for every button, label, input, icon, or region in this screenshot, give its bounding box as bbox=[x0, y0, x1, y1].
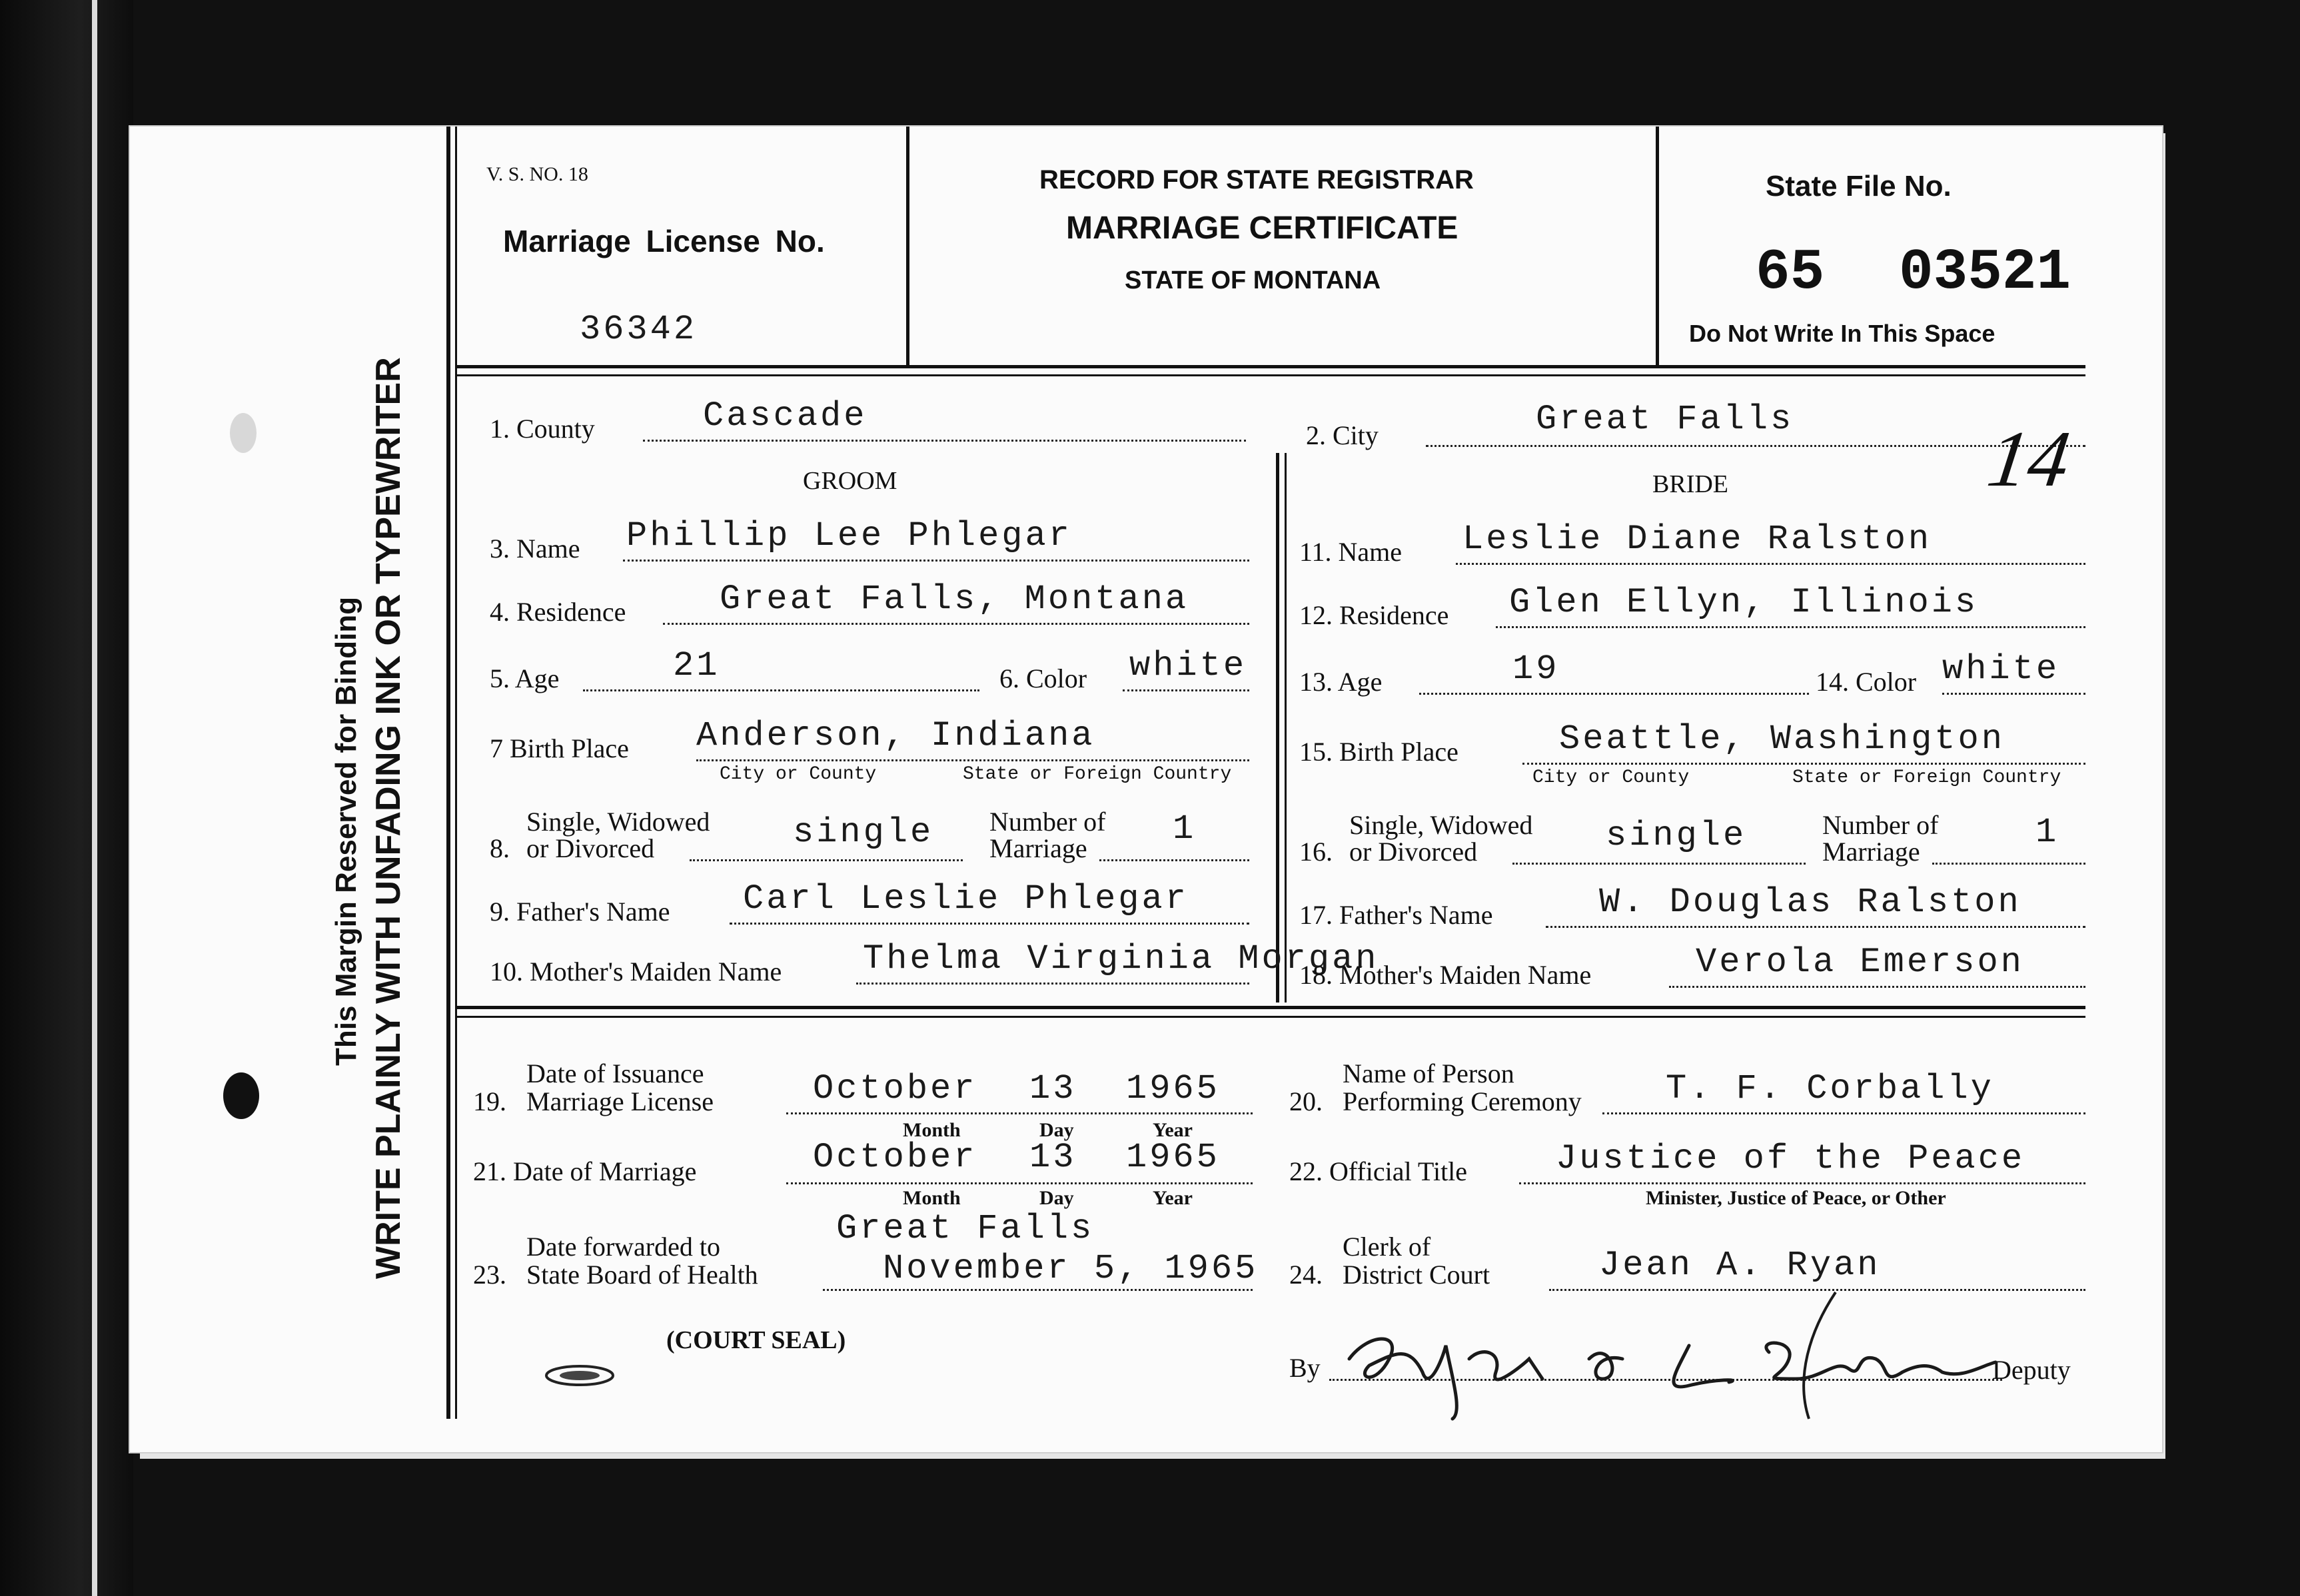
city-value: Great Falls bbox=[1536, 400, 1794, 439]
forwarded-label-1: Date forwarded to bbox=[526, 1232, 720, 1262]
issuance-label-2: Marriage License bbox=[526, 1086, 714, 1116]
header-rule bbox=[456, 365, 2085, 368]
groom-bride-divider bbox=[1276, 453, 1279, 1002]
bride-status-num: 16. bbox=[1299, 837, 1333, 867]
groom-marriage-no-label-2: Marriage bbox=[989, 833, 1087, 863]
forwarded-num: 23. bbox=[473, 1260, 506, 1290]
film-edge-line bbox=[92, 0, 97, 1596]
header-divider-2 bbox=[1656, 127, 1659, 366]
groom-color-label: 6. Color bbox=[999, 663, 1087, 693]
bride-marriage-no-label-1: Number of bbox=[1822, 810, 1939, 840]
clerk-label-2: District Court bbox=[1343, 1260, 1490, 1290]
bride-residence-label: 12. Residence bbox=[1299, 600, 1449, 630]
groom-color-line bbox=[1123, 689, 1249, 691]
official-title-sub: Minister, Justice of Peace, or Other bbox=[1646, 1187, 1946, 1209]
bride-status: single bbox=[1606, 816, 1747, 855]
bride-birth-state-sub: State or Foreign Country bbox=[1792, 767, 2061, 788]
bride-father: W. Douglas Ralston bbox=[1599, 883, 2021, 922]
record-for-registrar: RECORD FOR STATE REGISTRAR bbox=[1039, 165, 1474, 195]
county-label: 1. County bbox=[490, 414, 595, 444]
state-name: STATE OF MONTANA bbox=[1125, 266, 1381, 294]
groom-status: single bbox=[793, 813, 934, 852]
binding-hole-faint bbox=[230, 413, 257, 453]
forwarded-line bbox=[823, 1289, 1253, 1291]
groom-birth-city-sub: City or County bbox=[720, 764, 877, 785]
bride-name: Leslie Diane Ralston bbox=[1462, 520, 1932, 559]
bride-marriage-no-label-2: Marriage bbox=[1822, 837, 1920, 867]
city-label: 2. City bbox=[1306, 420, 1379, 450]
middle-rule bbox=[456, 1006, 2085, 1009]
ink-instruction: WRITE PLAINLY WITH UNFADING INK OR TYPEWRITER bbox=[369, 357, 408, 1279]
bride-status-line bbox=[1512, 863, 1806, 865]
bride-status-label-1: Single, Widowed bbox=[1349, 810, 1533, 840]
official-title: Justice of the Peace bbox=[1556, 1139, 2025, 1178]
groom-father-label: 9. Father's Name bbox=[490, 897, 670, 927]
groom-mother-line bbox=[856, 983, 1249, 985]
groom-marriage-no: 1 bbox=[1173, 809, 1197, 849]
margin-rule-inner bbox=[455, 127, 457, 1419]
groom-status-label-2: or Divorced bbox=[526, 833, 655, 863]
groom-residence-label: 4. Residence bbox=[490, 597, 626, 627]
bride-color-line bbox=[1942, 693, 2085, 695]
marriage-day: 13 bbox=[1029, 1138, 1077, 1177]
middle-rule-2 bbox=[456, 1016, 2085, 1018]
bride-color: white bbox=[1942, 649, 2060, 689]
groom-birth-label: 7 Birth Place bbox=[490, 733, 629, 763]
forwarded-place: Great Falls bbox=[836, 1209, 1095, 1248]
bride-heading: BRIDE bbox=[1652, 470, 1728, 498]
groom-residence: Great Falls, Montana bbox=[720, 580, 1189, 619]
groom-name-line bbox=[623, 560, 1249, 562]
marriage-year-sub: Year bbox=[1153, 1187, 1193, 1209]
margin-rule bbox=[446, 127, 450, 1419]
officiant-label-2: Performing Ceremony bbox=[1343, 1086, 1582, 1116]
handwritten-mark: 14 bbox=[1982, 414, 2075, 503]
marriage-month-sub: Month bbox=[903, 1187, 961, 1209]
issuance-line bbox=[786, 1112, 1253, 1114]
county-line bbox=[643, 440, 1246, 442]
binding-hole bbox=[223, 1072, 259, 1119]
issuance-year: 1965 bbox=[1126, 1069, 1220, 1108]
officiant-num: 20. bbox=[1289, 1086, 1323, 1116]
bride-birth: Seattle, Washington bbox=[1559, 719, 2005, 759]
officiant-line bbox=[1602, 1112, 2085, 1114]
bride-color-label: 14. Color bbox=[1816, 667, 1917, 697]
groom-status-num: 8. bbox=[490, 833, 510, 863]
issuance-month-sub: Month bbox=[903, 1119, 961, 1141]
bride-residence-line bbox=[1496, 626, 2085, 628]
bride-birth-label: 15. Birth Place bbox=[1299, 737, 1458, 767]
header-rule-2 bbox=[456, 374, 2085, 376]
forwarded-date: November 5, 1965 bbox=[883, 1249, 1259, 1288]
marriage-year: 1965 bbox=[1126, 1138, 1220, 1177]
groom-age-line bbox=[583, 689, 979, 691]
groom-color: white bbox=[1129, 646, 1247, 685]
state-file-number: 03521 bbox=[1899, 240, 2071, 305]
groom-father-line bbox=[730, 923, 1249, 925]
county-value: Cascade bbox=[703, 396, 867, 436]
bride-name-line bbox=[1456, 563, 2085, 565]
officiant-name: T. F. Corbally bbox=[1666, 1069, 1994, 1108]
groom-residence-line bbox=[663, 623, 1249, 625]
vs-number: V. S. NO. 18 bbox=[486, 163, 588, 185]
binding-margin-note: This Margin Reserved for Binding bbox=[330, 596, 362, 1066]
bride-father-label: 17. Father's Name bbox=[1299, 900, 1493, 930]
groom-status-label-1: Single, Widowed bbox=[526, 807, 710, 837]
marriage-date-line bbox=[786, 1182, 1253, 1184]
groom-bride-divider-2 bbox=[1285, 453, 1287, 1002]
groom-marriage-no-line bbox=[1099, 859, 1249, 861]
issuance-label-1: Date of Issuance bbox=[526, 1058, 704, 1088]
bride-birth-city-sub: City or County bbox=[1532, 767, 1690, 788]
officiant-label-1: Name of Person bbox=[1343, 1058, 1514, 1088]
groom-father: Carl Leslie Phlegar bbox=[743, 879, 1189, 919]
bride-age-label: 13. Age bbox=[1299, 667, 1383, 697]
clerk-label-1: Clerk of bbox=[1343, 1232, 1431, 1262]
issuance-year-sub: Year bbox=[1153, 1119, 1193, 1141]
groom-mother: Thelma Virginia Morgan bbox=[863, 939, 1379, 979]
film-border-left bbox=[0, 0, 133, 1596]
deputy-label: Deputy bbox=[1992, 1355, 2071, 1385]
bride-mother-line bbox=[1669, 986, 2085, 988]
state-file-label: State File No. bbox=[1766, 170, 1952, 202]
clerk-num: 24. bbox=[1289, 1260, 1323, 1290]
city-line bbox=[1426, 445, 2085, 447]
bride-father-line bbox=[1546, 926, 2085, 928]
groom-birth-line bbox=[696, 759, 1249, 761]
bride-residence: Glen Ellyn, Illinois bbox=[1509, 583, 1979, 622]
bride-age-line bbox=[1419, 693, 1809, 695]
bride-marriage-no: 1 bbox=[2035, 813, 2059, 852]
seal-mark-icon bbox=[543, 1362, 616, 1389]
official-title-label: 22. Official Title bbox=[1289, 1156, 1468, 1186]
license-number: 36342 bbox=[580, 310, 698, 349]
forwarded-label-2: State Board of Health bbox=[526, 1260, 758, 1290]
issuance-day: 13 bbox=[1029, 1069, 1077, 1108]
groom-name-label: 3. Name bbox=[490, 534, 580, 564]
header-divider-1 bbox=[906, 127, 909, 366]
issuance-month: October bbox=[813, 1069, 977, 1108]
groom-heading: GROOM bbox=[803, 467, 897, 495]
groom-status-line bbox=[690, 859, 963, 861]
marriage-day-sub: Day bbox=[1039, 1187, 1074, 1209]
by-label: By bbox=[1289, 1353, 1321, 1383]
certificate-card bbox=[130, 127, 2162, 1452]
groom-name: Phillip Lee Phlegar bbox=[626, 516, 1072, 556]
bride-marriage-no-line bbox=[1932, 863, 2085, 865]
groom-marriage-no-label-1: Number of bbox=[989, 807, 1106, 837]
groom-birth-state-sub: State or Foreign Country bbox=[963, 764, 1232, 785]
license-label: Marriage License No. bbox=[503, 224, 825, 258]
bride-birth-line bbox=[1522, 763, 2085, 765]
official-title-line bbox=[1519, 1182, 2085, 1184]
do-not-write-note: Do Not Write In This Space bbox=[1689, 320, 1996, 347]
bride-age: 19 bbox=[1512, 649, 1560, 689]
bride-mother-label: 18. Mother's Maiden Name bbox=[1299, 960, 1592, 990]
groom-mother-label: 10. Mother's Maiden Name bbox=[490, 957, 782, 987]
marriage-date-label: 21. Date of Marriage bbox=[473, 1156, 697, 1186]
court-seal-label: (COURT SEAL) bbox=[666, 1326, 846, 1354]
bride-mother: Verola Emerson bbox=[1696, 943, 2024, 982]
groom-age: 21 bbox=[673, 646, 720, 685]
marriage-month: October bbox=[813, 1138, 977, 1177]
deputy-signature bbox=[1329, 1279, 2009, 1432]
bride-name-label: 11. Name bbox=[1299, 537, 1403, 567]
bride-status-label-2: or Divorced bbox=[1349, 837, 1478, 867]
issuance-num: 19. bbox=[473, 1086, 506, 1116]
groom-age-label: 5. Age bbox=[490, 663, 560, 693]
issuance-day-sub: Day bbox=[1039, 1119, 1074, 1141]
certificate-title: MARRIAGE CERTIFICATE bbox=[1066, 210, 1458, 246]
groom-birth: Anderson, Indiana bbox=[696, 716, 1095, 755]
clerk-name: Jean A. Ryan bbox=[1599, 1246, 1881, 1285]
state-file-year: 65 bbox=[1756, 240, 1825, 305]
